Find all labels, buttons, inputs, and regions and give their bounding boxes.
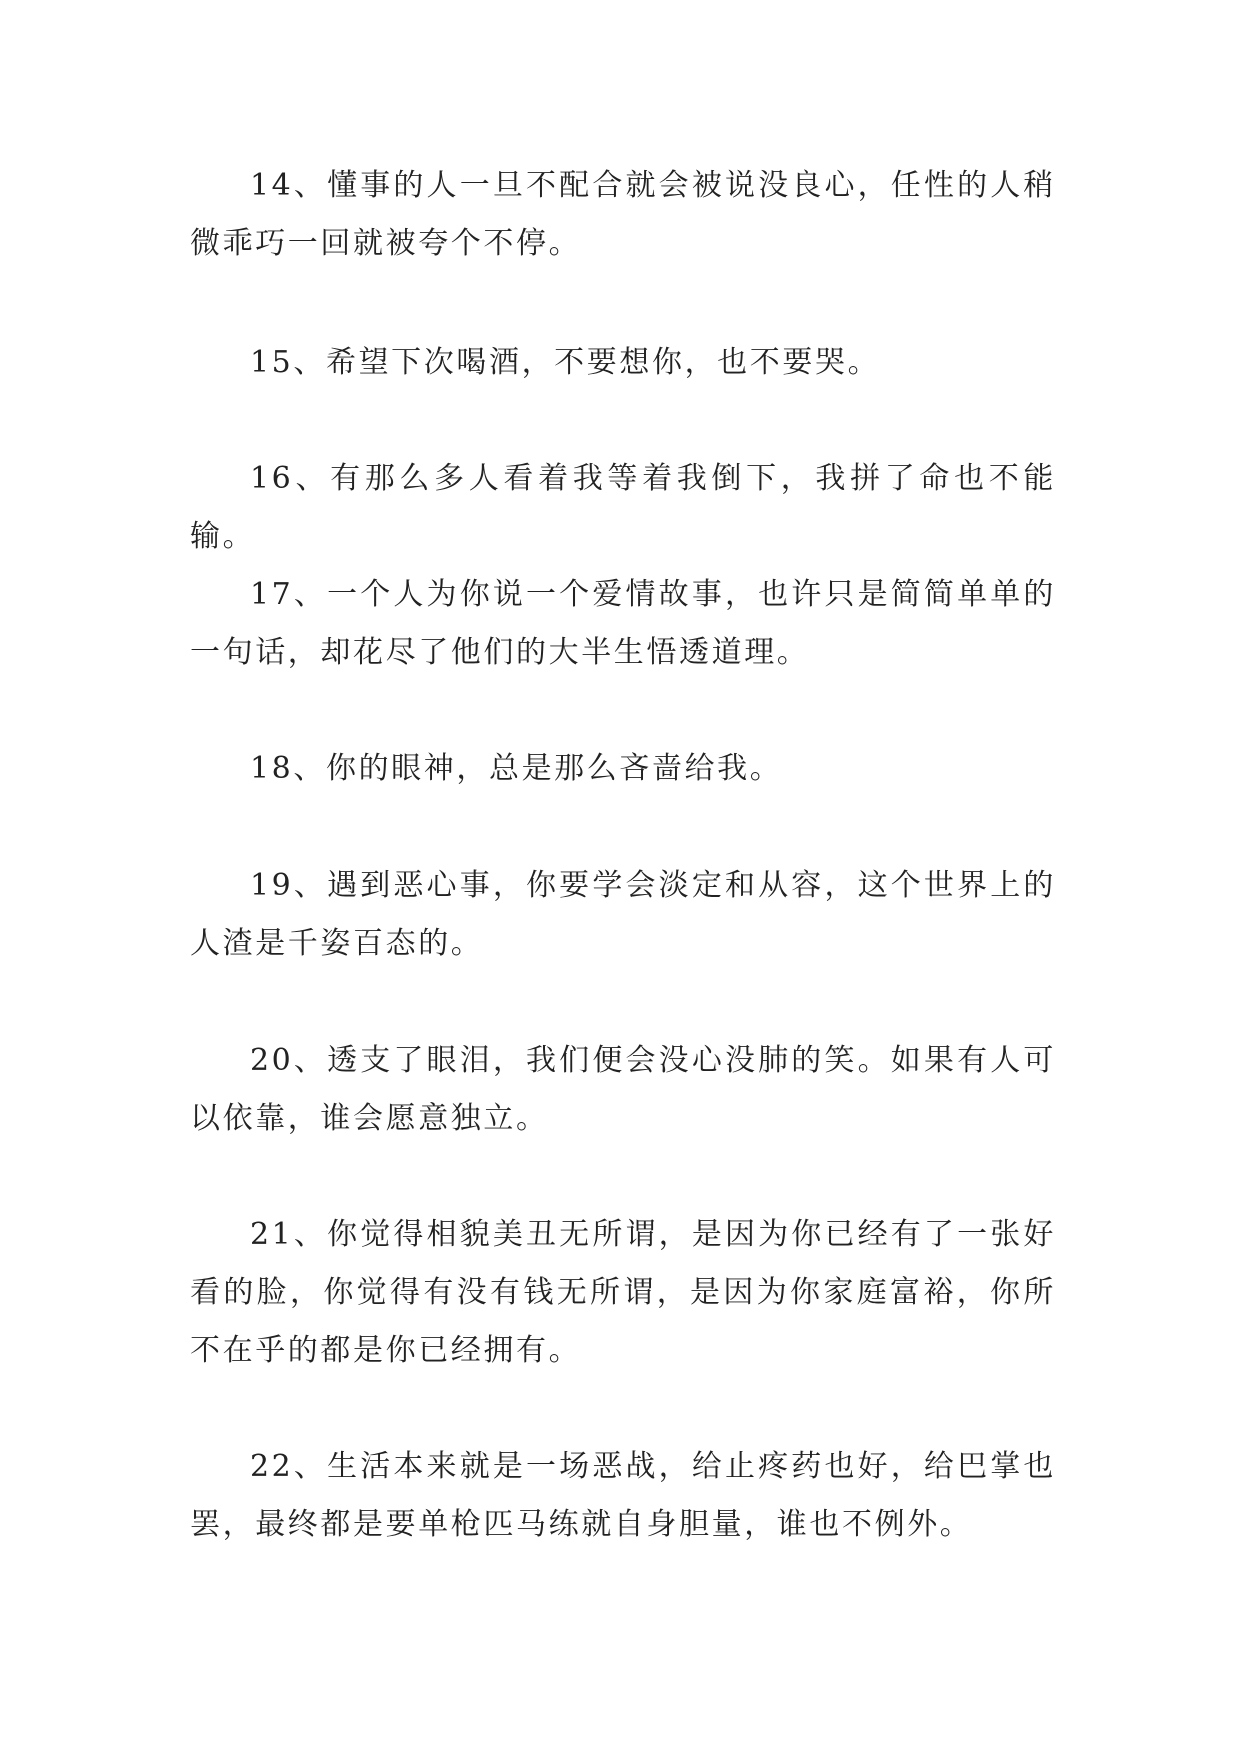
paragraph-19: 19、遇到恶心事，你要学会淡定和从容，这个世界上的人渣是千姿百态的。 bbox=[190, 868, 1056, 961]
paragraph-20: 20、透支了眼泪，我们便会没心没肺的笑。如果有人可以依靠，谁会愿意独立。 bbox=[190, 1043, 1056, 1136]
paragraph-14: 14、懂事的人一旦不配合就会被说没良心，任性的人稍微乖巧一回就被夸个不停。 bbox=[190, 168, 1056, 261]
paragraph-15: 15、希望下次喝酒，不要想你，也不要哭。 bbox=[250, 345, 881, 380]
paragraph-17: 17、一个人为你说一个爱情故事，也许只是简简单单的一句话，却花尽了他们的大半生悟透道理。 bbox=[190, 577, 1056, 670]
paragraph-16: 16、有那么多人看着我等着我倒下，我拼了命也不能输。 bbox=[190, 461, 1056, 554]
paragraph-21: 21、你觉得相貌美丑无所谓，是因为你已经有了一张好看的脸，你觉得有没有钱无所谓，是因为你家庭富裕，你所不在乎的都是你已经拥有。 bbox=[190, 1217, 1056, 1368]
paragraph-18: 18、你的眼神，总是那么吝啬给我。 bbox=[250, 751, 783, 786]
paragraph-22: 22、生活本来就是一场恶战，给止疼药也好，给巴掌也罢，最终都是要单枪匹马练就自身胆量，谁也不例外。 bbox=[190, 1449, 1056, 1542]
